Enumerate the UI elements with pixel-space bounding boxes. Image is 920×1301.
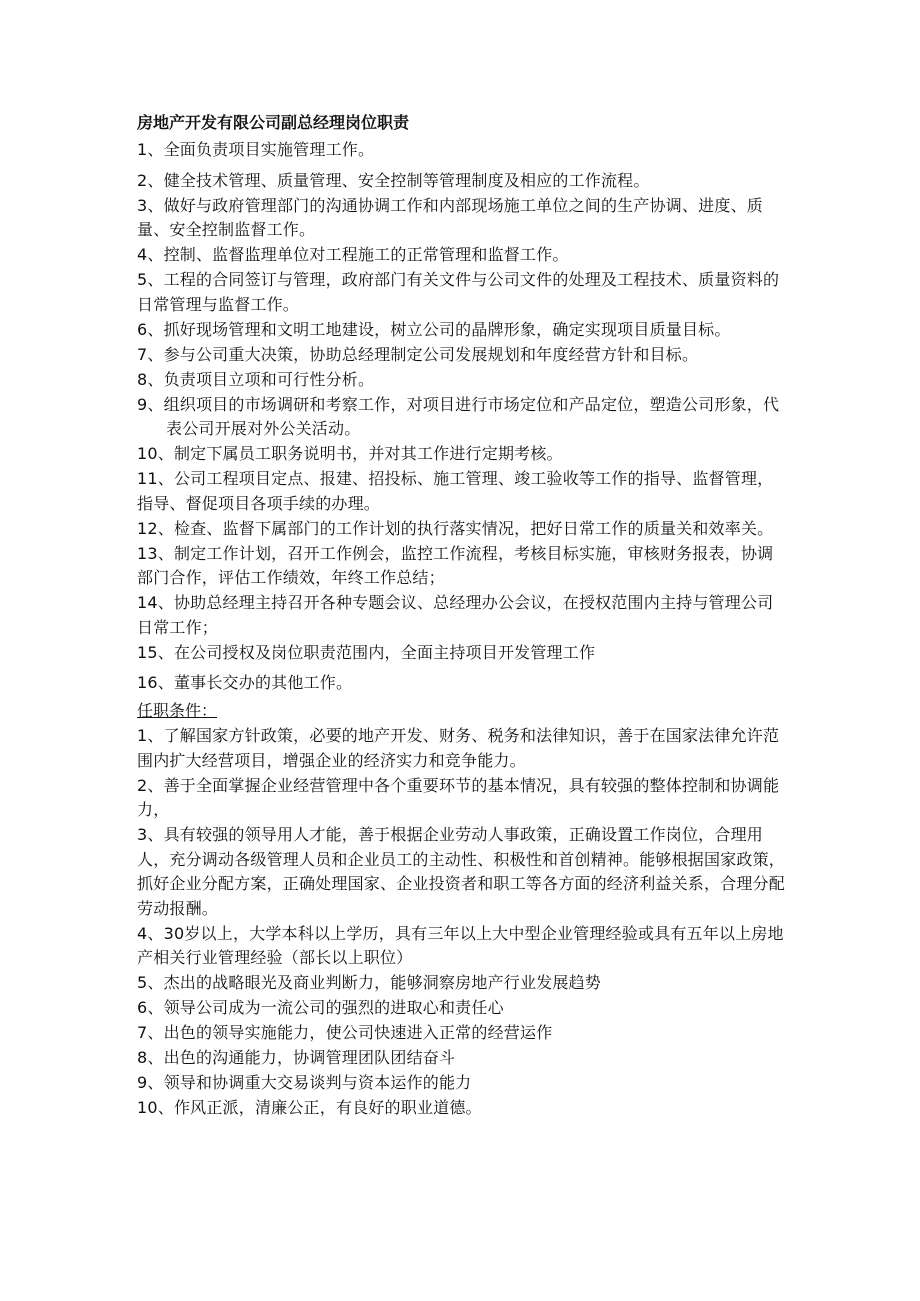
requirement-item: 6、领导公司成为一流公司的强烈的进取心和责任心 (137, 998, 504, 1017)
duty-item: 11、公司工程项目定点、报建、招投标、施工管理、竣工验收等工作的指导、监督管理，指导、督促项目各项手续的办理。 (137, 469, 774, 513)
duty-item: 16、董事长交办的其他工作。 (137, 673, 353, 692)
duty-item: 13、制定工作计划，召开工作例会，监控工作流程，考核目标实施，审核财务报表，协调部门合作，评估工作绩效，年终工作总结； (137, 543, 774, 587)
requirement-item: 1、了解国家方针政策，必要的地产开发、财务、税务和法律知识，善于在国家法律允许范围内扩大经营项目，增强企业的经济实力和竞争能力。 (137, 726, 780, 770)
requirement-item: 4、30岁以上，大学本科以上学历，具有三年以上大中型企业管理经验或具有五年以上房地产相关行业管理经验（部长以上职位） (137, 923, 784, 967)
requirement-item: 7、出色的领导实施能力，使公司快速进入正常的经营运作 (137, 1023, 553, 1042)
duty-item: 15、在公司授权及岗位职责范围内，全面主持项目开发管理工作 (137, 642, 596, 662)
duty-item: 12、检查、监督下属部门的工作计划的执行落实情况，把好日常工作的质量关和效率关。 (137, 518, 774, 538)
duties-list (137, 138, 787, 696)
requirement-item: 5、杰出的战略眼光及商业判断力，能够洞察房地产行业发展趋势 (137, 973, 601, 992)
requirement-item: 3、具有较强的领导用人才能，善于根据企业劳动人事政策，正确设置工作岗位，合理用人，充分调动各级管理人员和企业员工的主动性、积极性和首创精神。能够根据国家政策，抓好企业分配方案，正确处理国家、企业投资者和职工等各方面的经济利益关系，合理分配劳动报酬。 (137, 825, 786, 918)
duty-item: 10、制定下属员工职务说明书，并对其工作进行定期考核。 (137, 444, 563, 463)
duty-item: 9、组织项目的市场调研和考察工作，对项目进行市场定位和产品定位，塑造公司形象，代表公司开展对外公关活动。 (137, 394, 780, 438)
duty-item: 3、做好与政府管理部门的沟通协调工作和内部现场施工单位之间的生产协调、进度、质量、安全控制监督工作。 (137, 195, 763, 239)
duty-item: 5、工程的合同签订与管理，政府部门有关文件与公司文件的处理及工程技术、质量资料的日常管理与监督工作。 (137, 270, 780, 314)
requirement-item: 2、善于全面掌握企业经营管理中各个重要环节的基本情况，具有较强的整体控制和协调能力， (137, 775, 780, 819)
duty-item: 2、健全技术管理、质量管理、安全控制等管理制度及相应的工作流程。 (137, 170, 650, 190)
duty-item: 14、协助总经理主持召开各种专题会议、总经理办公会议，在授权范围内主持与管理公司日常工作； (137, 593, 774, 637)
duty-item: 4、控制、监督监理单位对工程施工的正常管理和监督工作。 (137, 245, 569, 264)
requirement-item: 10、作风正派，清廉公正，有良好的职业道德。 (137, 1098, 482, 1117)
requirement-item: 8、出色的沟通能力，协调管理团队团结奋斗 (137, 1048, 456, 1067)
duty-item: 7、参与公司重大决策，协助总经理制定公司发展规划和年度经营方针和目标。 (137, 344, 699, 364)
duty-item: 1、全面负责项目实施管理工作。 (137, 140, 375, 159)
requirements-list (137, 724, 787, 1121)
duty-item: 8、负责项目立项和可行性分析。 (137, 369, 375, 389)
document-page (137, 110, 787, 1121)
document-title: 房地产开发有限公司副总经理岗位职责 (137, 113, 410, 132)
requirement-item: 9、领导和协调重大交易谈判与资本运作的能力 (137, 1073, 472, 1092)
duty-item: 6、抓好现场管理和文明工地建设，树立公司的晶牌形象，确定实现项目质量目标。 (137, 319, 731, 339)
requirements-heading: 任职条件： (137, 700, 218, 720)
